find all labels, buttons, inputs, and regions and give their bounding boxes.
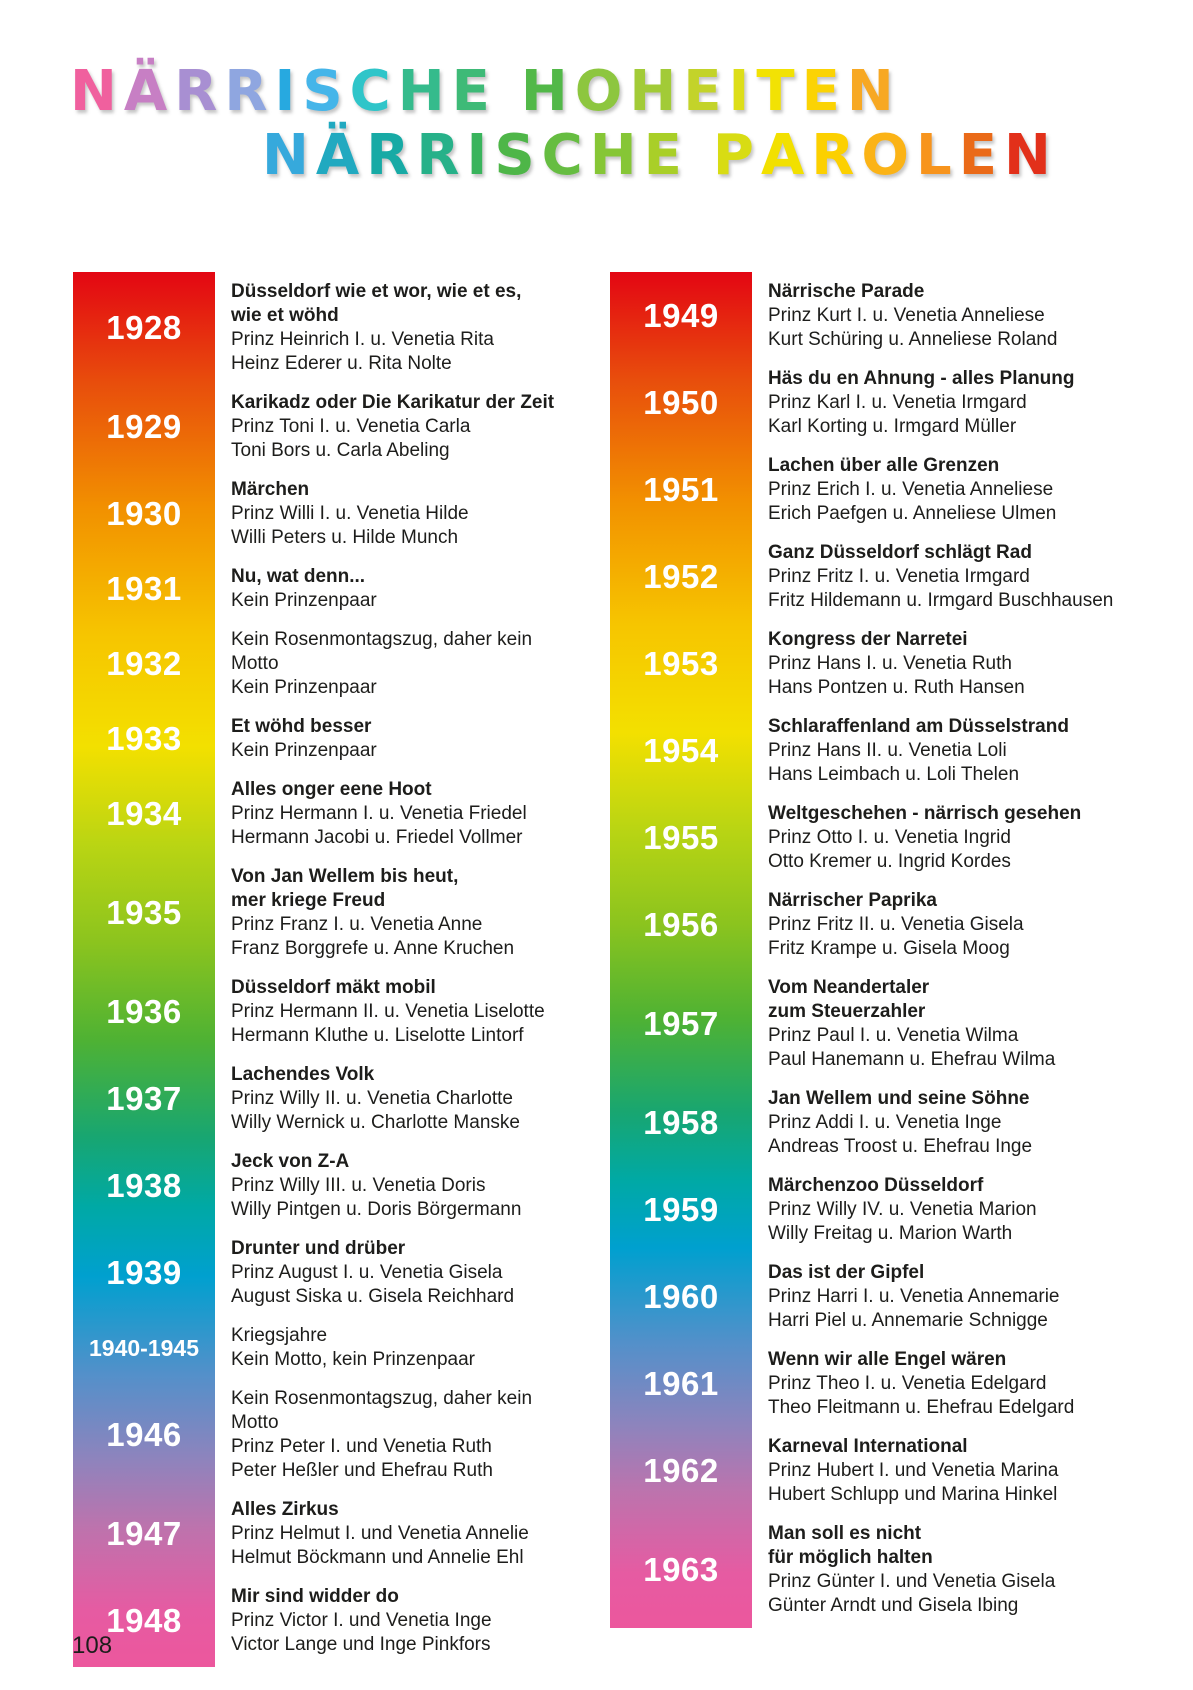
motto: Jan Wellem und seine Söhne [768, 1088, 1030, 1109]
title-letter: L [916, 123, 952, 188]
names-line: Peter Heßler und Ehefrau Ruth [231, 1460, 493, 1481]
title-letter: I [728, 59, 750, 124]
timeline-entry [73, 865, 578, 961]
motto: Häs du en Ahnung - alles Planung [768, 368, 1075, 389]
names-line: Helmut Böckmann und Annelie Ehl [231, 1547, 524, 1568]
year-cell [73, 993, 215, 1031]
names-line: Prinz Victor I. und Venetia Inge [231, 1610, 492, 1631]
title-letter: C [541, 123, 583, 188]
motto: Mir sind widder do [231, 1586, 399, 1607]
motto: Lachen über alle Grenzen [768, 455, 1000, 476]
year-label: 1939 [106, 1254, 182, 1291]
motto: Man soll es nicht [768, 1523, 922, 1544]
year-cell [73, 1335, 215, 1362]
title-letter: R [366, 123, 410, 188]
names-line: Prinz Franz I. u. Venetia Anne [231, 914, 483, 935]
timeline-entry [610, 889, 1193, 961]
motto: Weltgeschehen - närrisch gesehen [768, 803, 1082, 824]
column-1949-1963 [610, 272, 1193, 1628]
title-letter: Ä [123, 59, 168, 124]
timeline-entry [73, 1498, 578, 1570]
timeline-entry [73, 1585, 578, 1657]
entry-text [752, 889, 1024, 961]
entry-text [215, 1237, 514, 1309]
names-line: Prinz Helmut I. und Venetia Annelie [231, 1523, 529, 1544]
title-letter: E [958, 123, 997, 188]
title-letter: A [760, 123, 805, 188]
names-line: Prinz Fritz II. u. Venetia Gisela [768, 914, 1024, 935]
names-line: Willy Wernick u. Charlotte Manske [231, 1112, 520, 1133]
motto: Kongress der Narretei [768, 629, 968, 650]
year-label: 1938 [106, 1167, 182, 1204]
title-letter: R [416, 123, 460, 188]
timeline-entry [73, 1150, 578, 1222]
title-letter: T [756, 59, 795, 124]
year-cell [610, 384, 752, 422]
title-line-2 [262, 124, 1058, 188]
year-label: 1963 [643, 1551, 719, 1588]
title-letter: E [801, 59, 840, 124]
names-line: Prinz Hans I. u. Venetia Ruth [768, 653, 1012, 674]
year-label: 1961 [643, 1365, 719, 1402]
names-line: Harri Piel u. Annemarie Schnigge [768, 1310, 1048, 1331]
timeline-entry [610, 1348, 1193, 1420]
names-line: Karl Korting u. Irmgard Müller [768, 416, 1017, 437]
year-cell [610, 1191, 752, 1229]
names-line: Prinz Karl I. u. Venetia Irmgard [768, 392, 1027, 413]
entry-text [752, 541, 1113, 613]
motto: Drunter und drüber [231, 1238, 406, 1259]
names-line: Hermann Jacobi u. Friedel Vollmer [231, 827, 523, 848]
year-cell [73, 570, 215, 608]
year-cell [610, 297, 752, 335]
entry-text [215, 1063, 520, 1135]
entry-text [752, 1087, 1032, 1159]
names-line: Hans Leimbach u. Loli Thelen [768, 764, 1020, 785]
names-line: Prinz Theo I. u. Venetia Edelgard [768, 1373, 1047, 1394]
year-cell [73, 1254, 215, 1292]
year-label: 1947 [106, 1515, 182, 1552]
motto: Das ist der Gipfel [768, 1262, 925, 1283]
year-cell [73, 1167, 215, 1205]
timeline-entry [610, 715, 1193, 787]
names-line: Kein Motto, kein Prinzenpaar [231, 1349, 475, 1370]
names-line: Fritz Krampe u. Gisela Moog [768, 938, 1010, 959]
title-letter: R [224, 59, 268, 124]
names-line: Prinz Hermann II. u. Venetia Liselotte [231, 1001, 545, 1022]
motto: Märchen [231, 479, 310, 500]
motto: Ganz Düsseldorf schlägt Rad [768, 542, 1032, 563]
names-line: Prinz Harri I. u. Venetia Annemarie [768, 1286, 1060, 1307]
title-letter: H [589, 123, 637, 188]
year-label: 1946 [106, 1416, 182, 1453]
year-label: 1930 [106, 495, 182, 532]
names-line: Prinz Willy IV. u. Venetia Marion [768, 1199, 1037, 1220]
motto: Düsseldorf mäkt mobil [231, 977, 436, 998]
names-line: Kurt Schüring u. Anneliese Roland [768, 329, 1058, 350]
names-line: Theo Fleitmann u. Ehefrau Edelgard [768, 1397, 1075, 1418]
names-line: Prinz Hans II. u. Venetia Loli [768, 740, 1007, 761]
year-label: 1959 [643, 1191, 719, 1228]
names-line: Kein Prinzenpaar [231, 740, 377, 761]
names-line: Heinz Ederer u. Rita Nolte [231, 353, 452, 374]
names-line: Prinz Kurt I. u. Venetia Anneliese [768, 305, 1045, 326]
motto: zum Steuerzahler [768, 1001, 926, 1022]
motto: Schlaraffenland am Düsselstrand [768, 716, 1069, 737]
title-letter: S [302, 59, 343, 124]
entry-text [752, 628, 1025, 700]
names-line: Willy Freitag u. Marion Warth [768, 1223, 1013, 1244]
names-line: Prinz Erich I. u. Venetia Anneliese [768, 479, 1054, 500]
title-letter: E [683, 59, 722, 124]
names-line: Franz Borggrefe u. Anne Kruchen [231, 938, 515, 959]
year-cell [73, 1080, 215, 1118]
names-line: Kein Prinzenpaar [231, 590, 377, 611]
title-letter: N [1003, 123, 1051, 188]
motto: Lachendes Volk [231, 1064, 375, 1085]
names-line: Prinz Willy III. u. Venetia Doris [231, 1175, 486, 1196]
year-label: 1935 [106, 894, 182, 931]
timeline-entry [610, 628, 1193, 700]
motto: Jeck von Z-A [231, 1151, 350, 1172]
title-line-1 [70, 60, 901, 124]
names-line: Kein Rosenmontagszug, daher kein Motto [231, 629, 533, 674]
names-line: Prinz Peter I. und Venetia Ruth [231, 1436, 492, 1457]
names-line: Hans Pontzen u. Ruth Hansen [768, 677, 1025, 698]
motto: Von Jan Wellem bis heut, [231, 866, 459, 887]
timeline-entry [73, 1387, 578, 1483]
names-line: Paul Hanemann u. Ehefrau Wilma [768, 1049, 1056, 1070]
entry-text [215, 280, 521, 376]
entry-text [215, 715, 377, 763]
names-line: Kriegsjahre [231, 1325, 328, 1346]
entry-text [215, 1387, 578, 1483]
names-line: Prinz Paul I. u. Venetia Wilma [768, 1025, 1019, 1046]
entry-text [215, 478, 469, 550]
timeline-entry [610, 1435, 1193, 1507]
title-letter: I [274, 59, 296, 124]
year-label: 1934 [106, 795, 182, 832]
entry-text [215, 628, 578, 700]
year-label: 1960 [643, 1278, 719, 1315]
names-line: Prinz Hermann I. u. Venetia Friedel [231, 803, 527, 824]
year-label: 1951 [643, 471, 719, 508]
timeline-entry [610, 367, 1193, 439]
timeline-entry [610, 1522, 1193, 1618]
names-line: Toni Bors u. Carla Abeling [231, 440, 450, 461]
year-cell [610, 732, 752, 770]
entry-text [215, 865, 514, 961]
entry-text [215, 1324, 475, 1372]
timeline-entry [73, 565, 578, 613]
motto: Närrische Parade [768, 281, 925, 302]
title-letter: H [629, 59, 677, 124]
year-label: 1937 [106, 1080, 182, 1117]
names-line: Kein Prinzenpaar [231, 677, 377, 698]
entry-text [215, 778, 527, 850]
year-cell [610, 471, 752, 509]
names-line: Prinz Willy II. u. Venetia Charlotte [231, 1088, 513, 1109]
motto: Düsseldorf wie et wor, wie et es, [231, 281, 522, 302]
year-cell [73, 894, 215, 932]
motto: Vom Neandertaler [768, 977, 930, 998]
names-line: Erich Paefgen u. Anneliese Ulmen [768, 503, 1057, 524]
year-cell [610, 1278, 752, 1316]
entries-list-left [73, 272, 578, 1667]
names-line: Willi Peters u. Hilde Munch [231, 527, 459, 548]
year-cell [610, 645, 752, 683]
page-number: 108 [72, 1632, 113, 1659]
names-line: Victor Lange und Inge Pinkfors [231, 1634, 491, 1655]
entries-list-right [610, 272, 1193, 1628]
title-letter: R [811, 123, 855, 188]
entry-text [752, 1174, 1037, 1246]
title-letter: R [174, 59, 218, 124]
year-label: 1948 [106, 1602, 182, 1639]
motto: wie et wöhd [231, 305, 339, 326]
year-cell [610, 1005, 752, 1043]
names-line: Kein Rosenmontagszug, daher kein Motto [231, 1388, 533, 1433]
entry-text [215, 1150, 521, 1222]
title-letter: O [574, 59, 623, 124]
motto: Wenn wir alle Engel wären [768, 1349, 1007, 1370]
year-cell [73, 309, 215, 347]
title-letter: N [70, 59, 117, 124]
year-cell [73, 795, 215, 833]
entry-text [752, 976, 1055, 1072]
names-line: Prinz August I. u. Venetia Gisela [231, 1262, 503, 1283]
year-label: 1931 [106, 570, 182, 607]
entry-text [752, 1522, 1055, 1618]
year-cell [610, 906, 752, 944]
year-label: 1949 [643, 297, 719, 334]
entry-text [752, 715, 1069, 787]
motto: Et wöhd besser [231, 716, 372, 737]
year-cell [73, 495, 215, 533]
timeline-entry [610, 802, 1193, 874]
year-label: 1928 [106, 309, 182, 346]
motto: Märchenzoo Düsseldorf [768, 1175, 984, 1196]
names-line: Prinz Heinrich I. u. Venetia Rita [231, 329, 494, 350]
title-letter: H [397, 59, 445, 124]
motto: Nu, wat denn... [231, 566, 366, 587]
timeline-entry [610, 1174, 1193, 1246]
names-line: Prinz Fritz I. u. Venetia Irmgard [768, 566, 1030, 587]
timeline-entry [73, 1324, 578, 1372]
names-line: Hubert Schlupp und Marina Hinkel [768, 1484, 1058, 1505]
motto: mer kriege Freud [231, 890, 386, 911]
names-line: August Siska u. Gisela Reichhard [231, 1286, 515, 1307]
timeline-entry [73, 778, 578, 850]
year-label: 1956 [643, 906, 719, 943]
timeline-entry [73, 976, 578, 1048]
names-line: Hermann Kluthe u. Liselotte Lintorf [231, 1025, 524, 1046]
year-label: 1940-1945 [89, 1334, 199, 1361]
entry-text [752, 454, 1056, 526]
entry-text [752, 280, 1057, 352]
names-line: Fritz Hildemann u. Irmgard Buschhausen [768, 590, 1114, 611]
timeline-entry [610, 1087, 1193, 1159]
names-line: Andreas Troost u. Ehefrau Inge [768, 1136, 1033, 1157]
timeline-entry [73, 391, 578, 463]
year-cell [73, 1515, 215, 1553]
year-label: 1952 [643, 558, 719, 595]
year-cell [73, 645, 215, 683]
names-line: Otto Kremer u. Ingrid Kordes [768, 851, 1011, 872]
title-letter: N [846, 59, 894, 124]
year-cell [610, 558, 752, 596]
year-label: 1953 [643, 645, 719, 682]
entry-text [215, 391, 554, 463]
entry-text [752, 802, 1081, 874]
names-line: Prinz Toni I. u. Venetia Carla [231, 416, 471, 437]
title-letter: H [520, 59, 568, 124]
timeline-entry [73, 478, 578, 550]
names-line: Prinz Otto I. u. Venetia Ingrid [768, 827, 1011, 848]
motto: Alles Zirkus [231, 1499, 339, 1520]
entry-text [752, 1261, 1059, 1333]
year-cell [610, 1104, 752, 1142]
column-1928-1948 [73, 272, 578, 1667]
names-line: Willy Pintgen u. Doris Börgermann [231, 1199, 522, 1220]
entry-text [752, 1435, 1058, 1507]
title-letter: N [262, 123, 309, 188]
title-letter: S [494, 123, 535, 188]
timeline-entry [73, 715, 578, 763]
names-line: Prinz Addi I. u. Venetia Inge [768, 1112, 1002, 1133]
year-label: 1962 [643, 1452, 719, 1489]
year-label: 1958 [643, 1104, 719, 1141]
timeline-entry [610, 1261, 1193, 1333]
year-label: 1932 [106, 645, 182, 682]
timeline-entry [73, 1063, 578, 1135]
title-letter: Ä [315, 123, 360, 188]
timeline-entry [73, 280, 578, 376]
motto: Karikadz oder Die Karikatur der Zeit [231, 392, 555, 413]
year-cell [610, 1365, 752, 1403]
year-label: 1936 [106, 993, 182, 1030]
timeline-entry [610, 541, 1193, 613]
entry-text [215, 565, 377, 613]
year-label: 1929 [106, 408, 182, 445]
entry-text [215, 1585, 492, 1657]
title-letter: C [349, 59, 391, 124]
year-cell [73, 408, 215, 446]
title-letter: O [861, 123, 910, 188]
motto: Närrischer Paprika [768, 890, 937, 911]
names-line: Günter Arndt und Gisela Ibing [768, 1595, 1019, 1616]
year-cell [73, 720, 215, 758]
timeline-entry [73, 1237, 578, 1309]
names-line: Prinz Willi I. u. Venetia Hilde [231, 503, 469, 524]
entry-text [752, 367, 1075, 439]
year-cell [73, 1416, 215, 1454]
timeline-entry [610, 454, 1193, 526]
year-cell [610, 1452, 752, 1490]
names-line: Prinz Günter I. und Venetia Gisela [768, 1571, 1056, 1592]
year-label: 1957 [643, 1005, 719, 1042]
timeline-entry [610, 280, 1193, 352]
timeline-entry [73, 628, 578, 700]
timeline-entry [610, 976, 1193, 1072]
title-letter: E [643, 123, 682, 188]
entry-text [752, 1348, 1074, 1420]
title-letter: P [712, 123, 754, 188]
entry-text [215, 1498, 529, 1570]
year-label: 1955 [643, 819, 719, 856]
title-letter: E [451, 59, 490, 124]
year-label: 1950 [643, 384, 719, 421]
motto: Karneval International [768, 1436, 968, 1457]
names-line: Prinz Hubert I. und Venetia Marina [768, 1460, 1059, 1481]
entry-text [215, 976, 545, 1048]
year-cell [610, 819, 752, 857]
motto: für möglich halten [768, 1547, 933, 1568]
motto: Alles onger eene Hoot [231, 779, 432, 800]
year-cell [610, 1551, 752, 1589]
title-letter: I [466, 123, 488, 188]
year-label: 1933 [106, 720, 182, 757]
year-label: 1954 [643, 732, 719, 769]
